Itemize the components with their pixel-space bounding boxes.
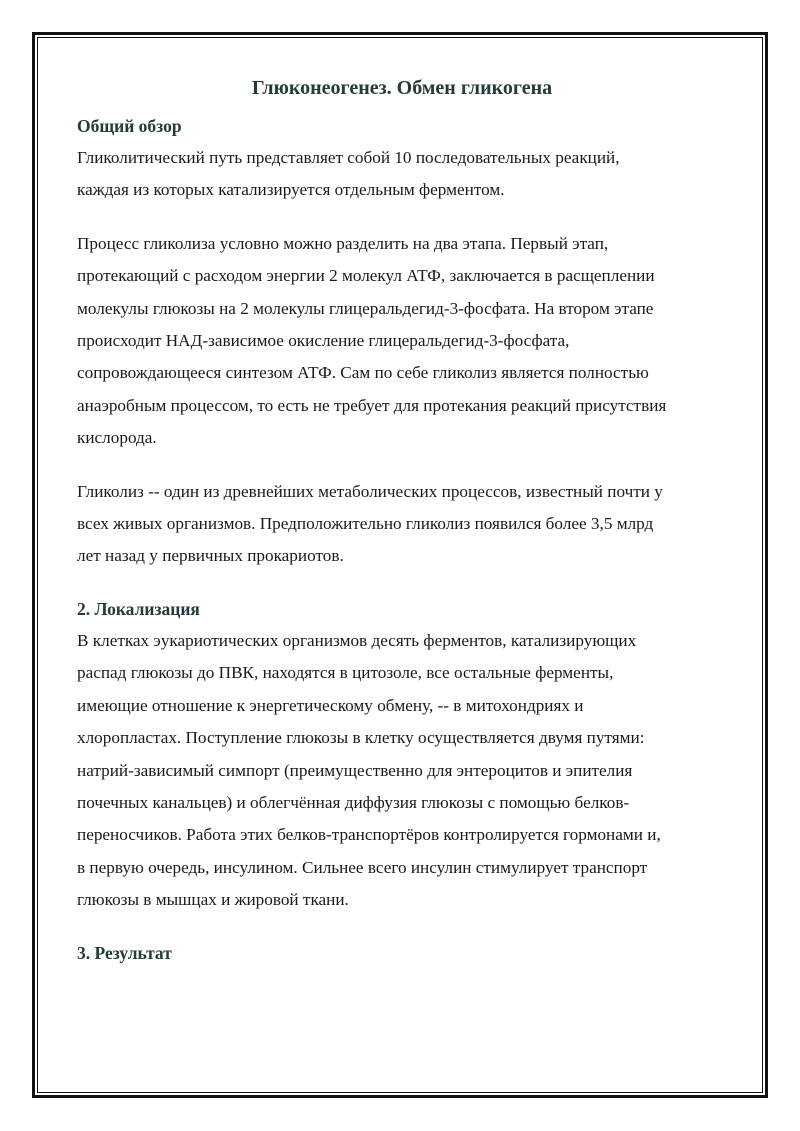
text-line: происходит НАД-зависимое окисление глицеральдегид-3-фосфата, [77, 331, 570, 351]
text-line: каждая из которых катализируется отдельным ферментом. [77, 180, 505, 200]
paragraph [77, 142, 727, 207]
document-body [77, 72, 727, 969]
text-line: протекающий с расходом энергии 2 молекул АТФ, заключается в расщеплении [77, 266, 655, 286]
text-line: Процесс гликолиза условно можно разделить на два этапа. Первый этап, [77, 233, 609, 253]
section-heading-overview: Общий обзор [77, 116, 182, 136]
text-line: Гликолиз -- один из древнейших метаболических процессов, известный почти у [77, 481, 663, 501]
text-line: имеющие отношение к энергетическому обмену, -- в митохондриях и [77, 695, 584, 715]
document-title: Глюконеогенез. Обмен гликогена [251, 77, 553, 99]
text-line: В клетках эукариотических организмов десять ферментов, катализирующих [77, 630, 637, 650]
text-line: всех живых организмов. Предположительно гликолиз появился более 3,5 млрд [77, 514, 654, 534]
text-line: сопровождающееся синтезом АТФ. Сам по себе гликолиз является полностью [77, 363, 649, 383]
text-line: глюкозы в мышцах и жировой ткани. [77, 890, 349, 910]
text-line: лет назад у первичных прокариотов. [77, 546, 344, 566]
text-line: распад глюкозы до ПВК, находятся в цитозоле, все остальные ферменты, [77, 663, 614, 683]
text-line: Гликолитический путь представляет собой 10 последовательных реакций, [77, 148, 620, 167]
text-line: натрий-зависимый симпорт (преимущественно для энтероцитов и эпителия [77, 760, 633, 780]
text-line: в первую очередь, инсулином. Сильнее всего инсулин стимулирует транспорт [77, 857, 648, 877]
paragraph [77, 625, 727, 917]
text-line: почечных канальцев) и облегчённая диффузия глюкозы с помощью белков- [77, 792, 630, 812]
section-heading-localization: 2. Локализация [77, 598, 200, 619]
text-line: молекулы глюкозы на 2 молекулы глицеральдегид-3-фосфата. На втором этапе [77, 298, 654, 318]
paragraph [77, 228, 727, 455]
section-heading-result: 3. Результат [77, 942, 172, 963]
text-line: анаэробным процессом, то есть не требует для протекания реакций присутствия [77, 395, 667, 415]
text-line: хлоропластах. Поступление глюкозы в клетку осуществляется двумя путями: [77, 728, 645, 748]
text-line: переносчиков. Работа этих белков-транспортёров контролируется гормонами и, [77, 825, 661, 845]
text-line: кислорода. [77, 428, 157, 448]
paragraph [77, 476, 727, 573]
